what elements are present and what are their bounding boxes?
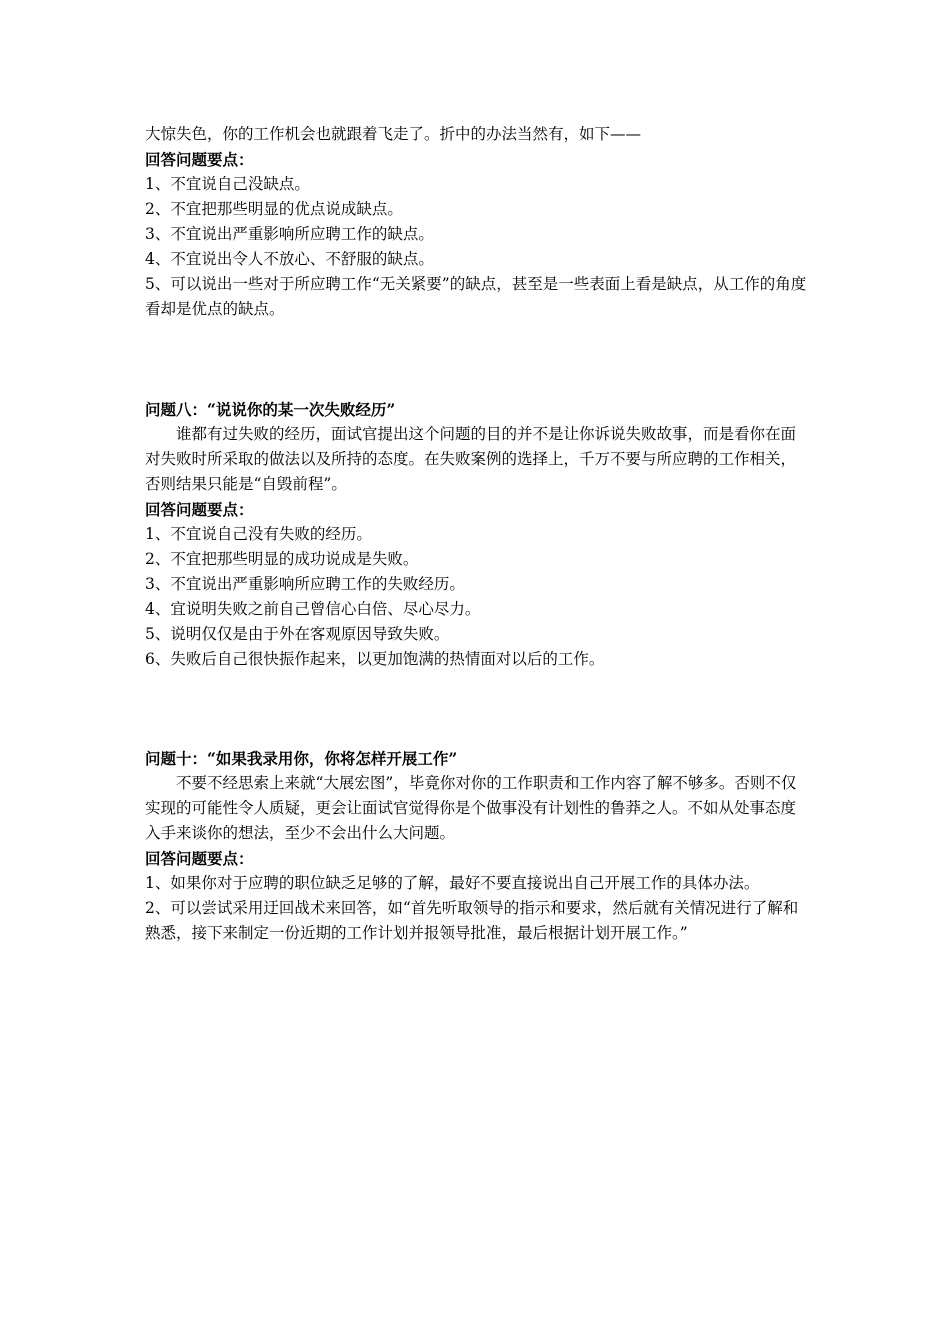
question-paragraph: 谁都有过失败的经历，面试官提出这个问题的目的并不是让你诉说失败故事，而是看你在面对失败时所采取的做法以及所持的态度。在失败案例的选择上，千万不要与所应聘的工作相关，否则结果只能是“自毁前程”。 xyxy=(145,425,797,493)
spacer xyxy=(145,672,809,746)
list-item: 2、不宜把那些明显的成功说成是失败。 xyxy=(145,550,419,568)
list-item: 4、不宜说出令人不放心、不舒服的缺点。 xyxy=(145,250,434,268)
points-heading: 回答问题要点： xyxy=(145,849,254,868)
section-intro xyxy=(145,122,809,322)
list-item: 5、说明仅仅是由于外在客观原因导致失败。 xyxy=(145,625,450,643)
list-item: 1、如果你对于应聘的职位缺乏足够的了解，最好不要直接说出自己开展工作的具体办法。 xyxy=(145,874,760,892)
list-item: 3、不宜说出严重影响所应聘工作的失败经历。 xyxy=(145,575,465,593)
section-question-8 xyxy=(145,397,809,672)
list-item: 3、不宜说出严重影响所应聘工作的缺点。 xyxy=(145,225,434,243)
list-item: 1、不宜说自己没缺点。 xyxy=(145,175,310,193)
points-heading: 回答问题要点： xyxy=(145,500,254,519)
question-title: 问题八：“说说你的某一次失败经历” xyxy=(145,400,396,419)
points-heading: 回答问题要点： xyxy=(145,150,254,169)
list-item: 2、不宜把那些明显的优点说成缺点。 xyxy=(145,200,403,218)
list-item: 1、不宜说自己没有失败的经历。 xyxy=(145,525,372,543)
continuation-text: 大惊失色，你的工作机会也就跟着飞走了。折中的办法当然有，如下—— xyxy=(145,125,642,143)
question-title: 问题十：“如果我录用你，你将怎样开展工作” xyxy=(145,749,458,768)
question-paragraph: 不要不经思索上来就“大展宏图”，毕竟你对你的工作职责和工作内容了解不够多。否则不仅实现的可能性令人质疑，更会让面试官觉得你是个做事没有计划性的鲁莽之人。不如从处事态度入手来谈你的想法，至少不会出什么大问题。 xyxy=(145,774,797,842)
spacer xyxy=(145,322,809,397)
list-item: 4、宜说明失败之前自己曾信心白倍、尽心尽力。 xyxy=(145,600,481,618)
list-item: 2、可以尝试采用迂回战术来回答，如“首先听取领导的指示和要求，然后就有关情况进行了解和熟悉，接下来制定一份近期的工作计划并报领导批准，最后根据计划开展工作。” xyxy=(145,899,799,942)
list-item: 5、可以说出一些对于所应聘工作“无关紧要”的缺点，甚至是一些表面上看是缺点，从工作的角度看却是优点的缺点。 xyxy=(145,275,807,318)
list-item: 6、失败后自己很快振作起来，以更加饱满的热情面对以后的工作。 xyxy=(145,650,605,668)
document-page xyxy=(145,122,809,946)
section-question-10 xyxy=(145,746,809,946)
